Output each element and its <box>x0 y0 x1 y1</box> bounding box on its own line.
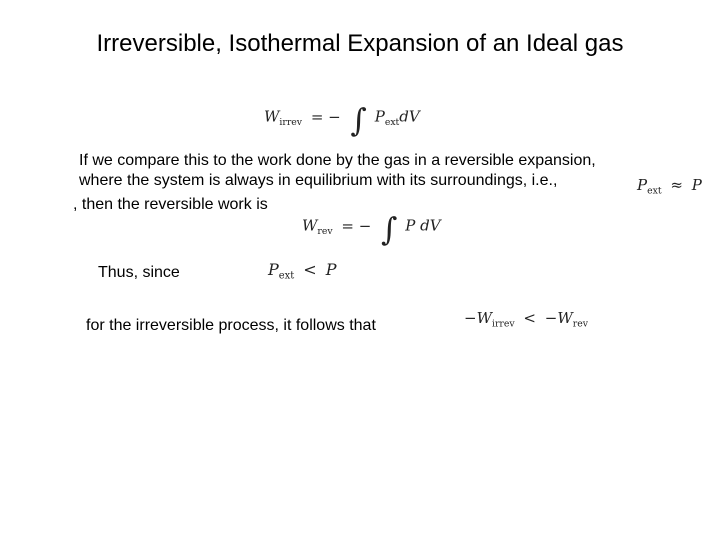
wrev-equals-minus: = − <box>341 216 372 235</box>
equation-inequality <box>268 260 337 281</box>
wrev-integral-sign: ∫ <box>381 212 398 248</box>
concl-rev-subscript: rev <box>572 318 588 330</box>
approx-p-subscript: ext <box>647 185 662 197</box>
eq-w-symbol: W <box>264 107 280 126</box>
compare-line-1: If we compare this to the work done by the gas in a reversible expansion, <box>79 152 596 169</box>
integral-sign: ∫ <box>350 103 367 139</box>
concl-neg-w-rev: −W <box>544 309 573 327</box>
approx-operator: ≈ <box>670 176 683 194</box>
wrev-w-symbol: W <box>302 216 318 235</box>
equation-w-irrev <box>264 103 420 139</box>
compare-line-2: where the system is always in equilibrium with its surroundings, i.e., <box>79 172 558 189</box>
wrev-subscript: rev <box>317 225 333 237</box>
eq-w-subscript: irrev <box>279 116 303 128</box>
eq-p-symbol: P <box>374 107 385 126</box>
approx-rhs: P <box>691 176 702 194</box>
ineq-p-subscript: ext <box>278 270 295 282</box>
equation-w-rev <box>302 212 441 248</box>
equation-conclusion <box>464 309 588 329</box>
follows-line: for the irreversible process, it follows that <box>86 317 376 334</box>
reversible-work-line: , then the reversible work is <box>73 196 268 213</box>
ineq-operator: < <box>303 260 317 279</box>
wrev-integrand: P dV <box>405 216 441 235</box>
concl-neg-w-irrev: −W <box>464 309 492 327</box>
concl-operator: < <box>523 309 536 327</box>
concl-irrev-subscript: irrev <box>492 318 515 330</box>
eq-equals-minus: = − <box>310 107 341 126</box>
ineq-p-symbol: P <box>268 260 279 279</box>
thus-since-line: Thus, since <box>98 264 180 281</box>
ineq-rhs: P <box>325 260 337 279</box>
approx-p-symbol: P <box>637 176 648 194</box>
eq-dv: dV <box>399 107 420 126</box>
equation-approx <box>637 176 702 196</box>
slide-title: Irreversible, Isothermal Expansion of an Ideal gas <box>96 30 624 57</box>
eq-p-subscript: ext <box>384 116 400 128</box>
